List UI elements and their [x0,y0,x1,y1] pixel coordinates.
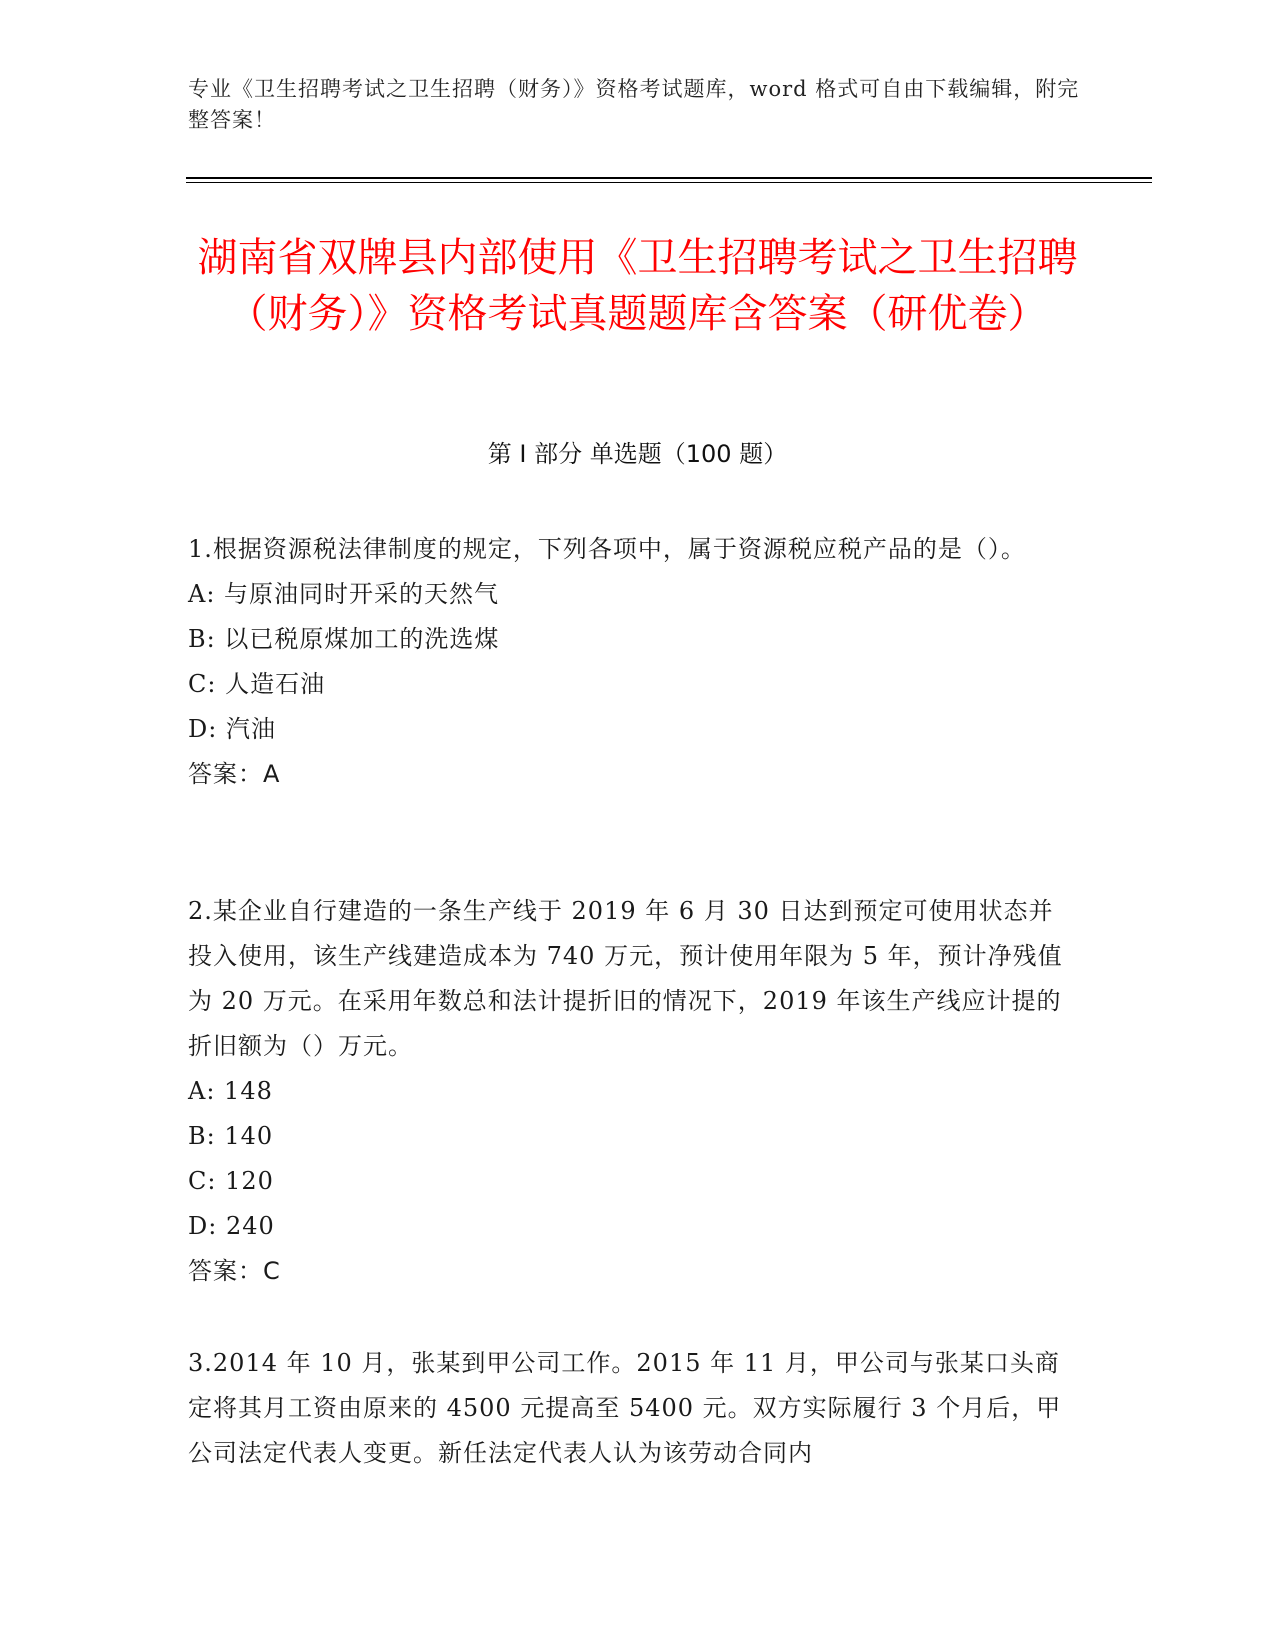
header-divider-thin [186,182,1152,183]
option-b: B: 以已税原煤加工的洗选煤 [188,625,500,653]
question-1 [188,527,1068,797]
question-stem: 2.某企业自行建造的一条生产线于 2019 年 6 月 30 日达到预定可使用状态并投入使用，该生产线建造成本为 740 万元，预计使用年限为 5 年，预计净残值为 20 万元。在采用年数总和法计提折旧的情况下，2019 年该生产线应计提的折旧额为（）万元。 [188,897,1063,1060]
question-2 [188,889,1068,1294]
document-title: 湖南省双牌县内部使用《卫生招聘考试之卫生招聘（财务）》资格考试真题题库含答案（研优卷） [197,235,1078,337]
option-a: A: 与原油同时开采的天然气 [188,580,500,608]
option-b: B: 140 [188,1122,274,1150]
answer: 答案：C [188,1257,281,1285]
option-d: D: 240 [188,1212,275,1240]
section-heading: 第 I 部分 单选题（100 题） [487,440,788,468]
question-stem: 1.根据资源税法律制度的规定，下列各项中，属于资源税应税产品的是（）。 [188,535,1026,563]
question-3 [188,1341,1068,1476]
question-stem: 3.2014 年 10 月，张某到甲公司工作。2015 年 11 月，甲公司与张某口头商定将其月工资由原来的 4500 元提高至 5400 元。双方实际履行 3 个月后，甲公司法定代表人变更。新任法定代表人认为该劳动合同内 [188,1349,1062,1467]
option-d: D: 汽油 [188,715,276,743]
answer: 答案：A [188,760,281,788]
header-note: 专业《卫生招聘考试之卫生招聘（财务）》资格考试题库，word 格式可自由下载编辑，附完整答案！ [188,77,1080,132]
option-c: C: 人造石油 [188,670,326,698]
option-c: C: 120 [188,1167,274,1195]
header-divider-thick [186,177,1152,179]
option-a: A: 148 [188,1077,273,1105]
